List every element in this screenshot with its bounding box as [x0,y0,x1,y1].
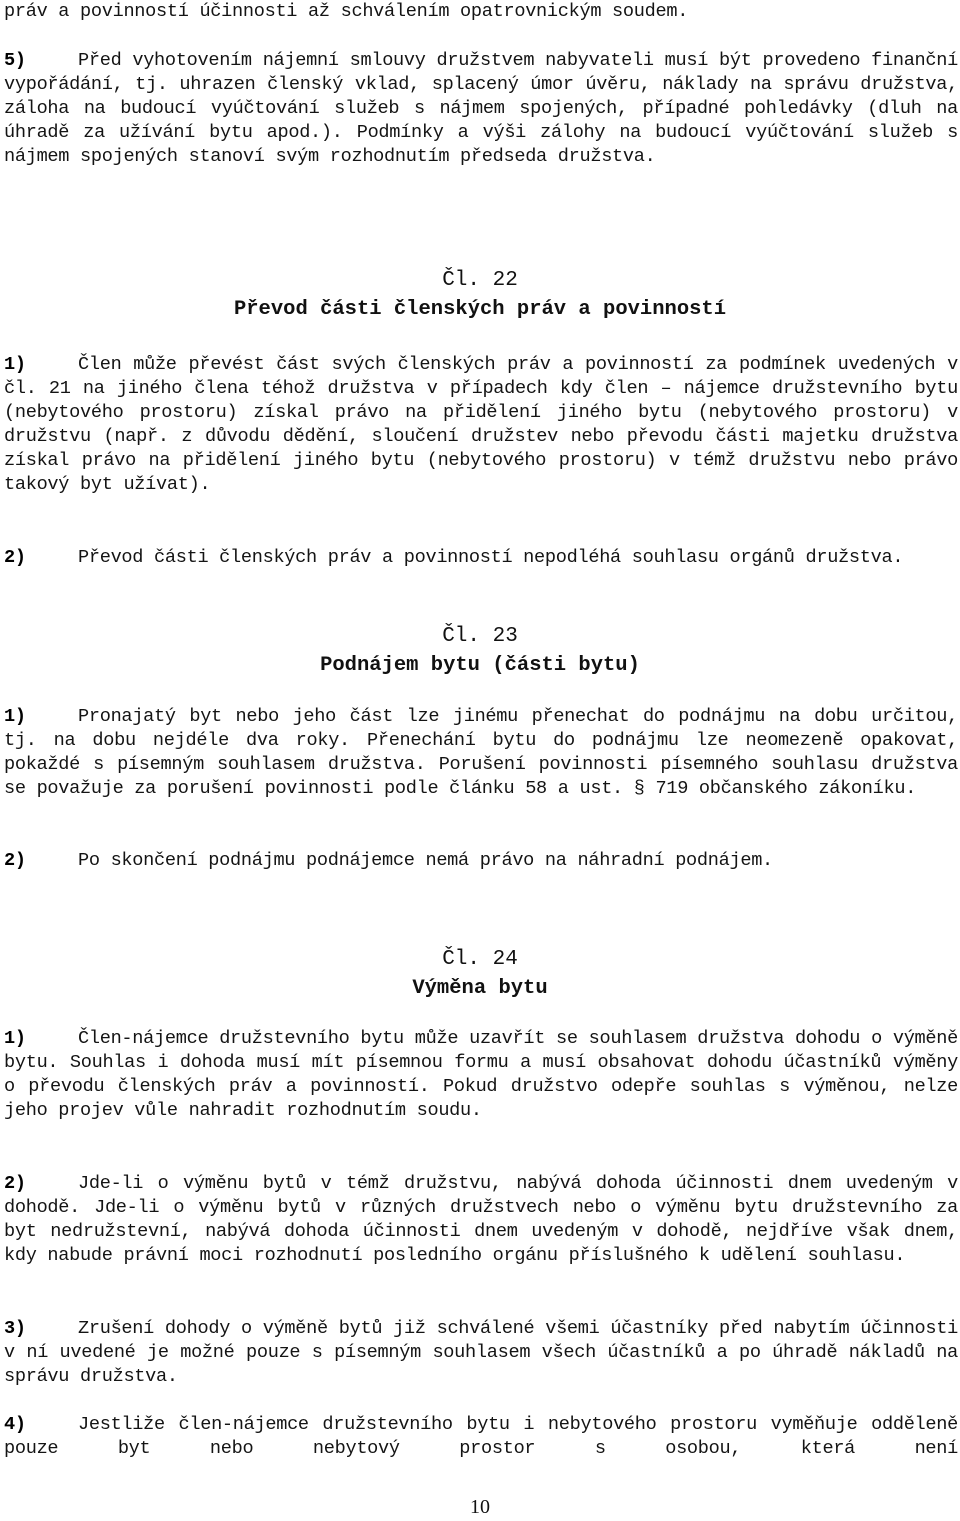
paragraph-5 [4,49,958,169]
article-24-paragraph-3 [4,1317,958,1389]
intro-tail-paragraph [4,0,958,24]
article-22-paragraph-2 [4,546,958,570]
article-24-paragraph-2 [4,1172,958,1268]
paragraph-text: Převod části členských práv a povinností nepodléhá souhlasu orgánů družstva. [78,547,904,568]
article-22-heading [0,266,960,324]
paragraph-text: Člen-nájemce družstevního bytu může uzavřít se souhlasem družstva dohodu o výměně bytu. Souhlas i dohoda musí mít písemnou formu a musí obsahovat dohodu účastníků výměny o převodu členských práv a povinností. Pokud družstvo odepře souhlas s výměnou, nelze jeho projev vůle nahradit rozhodnutím soudu. [4,1028,958,1122]
paragraph-number: 2) [4,850,26,871]
paragraph-text: Po skončení podnájmu podnájemce nemá právo na náhradní podnájem. [78,850,773,871]
article-23-paragraph-2 [4,849,958,873]
paragraph-number: 2) [4,547,26,568]
article-title: Podnájem bytu (části bytu) [320,654,640,677]
article-24-paragraph-4 [4,1413,958,1461]
article-title: Převod části členských práv a povinností [233,298,727,321]
paragraph-text: Před vyhotovením nájemní smlouvy družstvem nabyvateli musí být provedeno finanční vypořádání, tj. uhrazen členský vklad, splacený úmor úvěru, náklady na správu družstva, záloha na budoucí vyúčtování služeb s nájmem spojených, případné pohledávky (dluh na úhradě za užívání bytu apod.). Podmínky a výši zálohy na budoucí vyúčtování služeb s nájmem spojených stanoví svým rozhodnutím předseda družstva. [4,50,958,168]
paragraph-number: 1) [4,1028,26,1049]
article-24-heading [0,945,960,1003]
article-number: Čl. 22 [442,269,518,292]
paragraph-text: Zrušení dohody o výměně bytů již schválené všemi účastníky před nabytím účinnosti v ní uvedené je možné pouze s písemným souhlasem všech účastníků a po úhradě nákladů na správu družstva. [4,1318,958,1388]
article-24-paragraph-1 [4,1027,958,1123]
paragraph-text: Člen může převést část svých členských práv a povinností za podmínek uvedených v čl. 21 na jiného člena téhož družstva v případech kdy člen – nájemce družstevního bytu (nebytového prostoru) získal právo na přidělení jiného bytu (nebytového prostoru) v družstvu (např. z důvodu dědění, sloučení družstev nebo převodu části majetku družstva získal právo na přidělení jiného bytu (nebytového prostoru) v témž družstvu nebo právo takový byt užívat). [4,354,958,496]
paragraph-text: Pronajatý byt nebo jeho část lze jinému přenechat do podnájmu na dobu určitou, tj. na dobu nejdéle dva roky. Přenechání bytu do podnájmu lze neomezeně opakovat, pokaždé s písemným souhlasem družstva. Porušení povinnosti písemného souhlasu družstva se považuje za porušení povinnosti podle článku 58 a ust. § 719 občanského zákoníku. [4,706,958,800]
paragraph-number: 1) [4,706,26,727]
article-22-paragraph-1 [4,353,958,498]
paragraph-number: 3) [4,1318,26,1339]
intro-tail-text: práv a povinností účinnosti až schválením opatrovnickým soudem. [4,1,689,22]
page-number: 10 [470,1496,490,1518]
paragraph-text: Jde-li o výměnu bytů v témž družstvu, nabývá dohoda účinnosti dnem uvedeným v dohodě. Jde-li o výměnu bytů v různých družstvech nebo o výměnu bytu družstevního za byt nedružstevní, nabývá dohoda účinnosti dnem uvedeným v dohodě, nejdříve však dnem, kdy nabude právní moci rozhodnutí posledního orgánu příslušného k udělení souhlasu. [4,1173,958,1267]
article-number: Čl. 23 [442,625,518,648]
paragraph-number: 5) [4,50,26,71]
article-title: Výměna bytu [412,977,548,1000]
paragraph-number: 4) [4,1414,26,1435]
paragraph-number: 1) [4,354,26,375]
article-23-heading [0,622,960,680]
article-number: Čl. 24 [442,948,518,971]
article-23-paragraph-1 [4,705,958,801]
paragraph-number: 2) [4,1173,26,1194]
paragraph-text: Jestliže člen-nájemce družstevního bytu i nebytového prostoru vyměňuje odděleně pouze byt nebo nebytový prostor s osobou, která není [4,1414,958,1460]
